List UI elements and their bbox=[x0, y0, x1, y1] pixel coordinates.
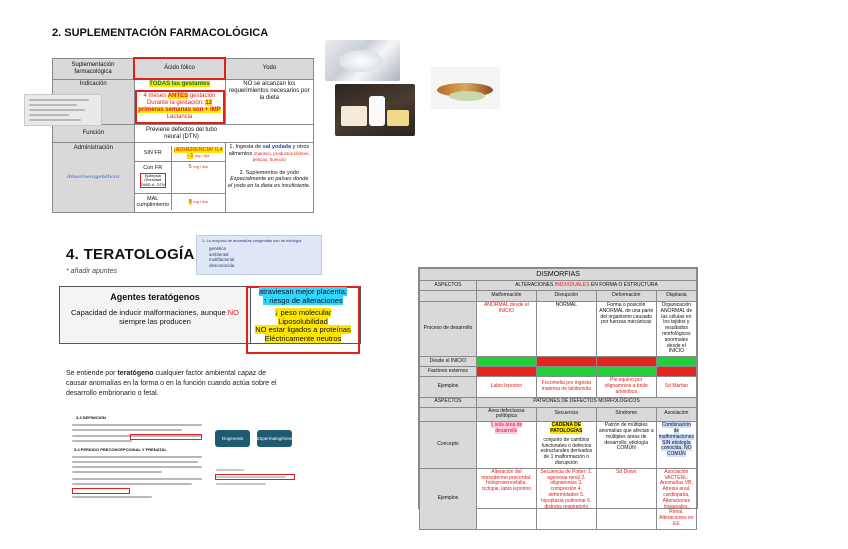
dairy-photo bbox=[335, 84, 415, 136]
col-asociacion: Asociación bbox=[656, 407, 696, 422]
agents-description: Capacidad de inducir malformaciones, aunque NO siempre las producen bbox=[70, 308, 239, 326]
cell-folic-admin bbox=[134, 143, 225, 213]
salt-photo bbox=[325, 40, 400, 81]
alteraciones-header: ALTERACIONES INDIVIDUALES EN FORMA O ESTRUCTURA bbox=[476, 281, 696, 291]
confr-label: Con FR Epilepsia Obesidad DMID A. DTN bbox=[135, 162, 172, 194]
col-secuencia: Secuencia bbox=[536, 407, 596, 422]
col-disrupcion: Disrupción bbox=[536, 291, 596, 302]
teratogen-definition: Se entiende por teratógeno cualquier factor ambiental capaz de causar anomalías en la forma o en la función cuando actúa sobre el desarrollo embrionario o fetal. bbox=[66, 370, 277, 397]
factores-displasia bbox=[656, 367, 696, 377]
section-4-title: 4. TERATOLOGÍA bbox=[66, 246, 195, 263]
aspectos-header-2: ASPECTOS bbox=[420, 397, 477, 407]
confr-risk-list: Epilepsia Obesidad DMID A. DTN bbox=[140, 172, 165, 187]
note-highlight-box bbox=[215, 474, 295, 480]
col-displasia: Displasia bbox=[656, 291, 696, 302]
row-proceso: Proceso de desarrollo bbox=[420, 302, 477, 357]
placenta-properties-box: atraviesan mejor placenta: ↑ riesgo de alteraciones ↓ peso molecular Liposolubilidad NO estar ligados a proteínas Eléctricamente neutros bbox=[246, 286, 360, 354]
col-sindrome: Síndrome bbox=[596, 407, 656, 422]
fish-photo bbox=[431, 67, 500, 109]
ejemplo-deformacion: Pie equino por oligoamnios a bride amniótica bbox=[596, 377, 656, 397]
cell-folic-indicacion bbox=[134, 79, 225, 125]
row-label-indicacion: Indicación bbox=[53, 79, 135, 125]
row-factores: Factores externos bbox=[420, 367, 477, 377]
col-header-supplementation: Suplementación farmacológica bbox=[53, 58, 135, 79]
proceso-deformacion: Forma o posición ANORMAL de una parte del organismo causado por fuerzas mecánicas bbox=[596, 302, 656, 357]
agents-title: Agentes teratógenos bbox=[110, 292, 200, 302]
spermatogenesis-button[interactable]: Espermatogénesis bbox=[257, 430, 292, 447]
col-header-iodine: Yodo bbox=[225, 58, 314, 79]
mal-dose: 5 mg / día bbox=[188, 198, 208, 205]
ejemplo-disrupcion: Focomelia por ingesta materna de talidomida bbox=[536, 377, 596, 397]
inicio-disrupcion bbox=[536, 357, 596, 367]
ejemplo-sindrome: Sd Down bbox=[596, 468, 656, 529]
folic-timing-box: 4 meses ANTES gestación Durante la gestación: 12 primeras semanas son + IMP Lactancia bbox=[135, 90, 225, 124]
row-label-funcion: Función bbox=[53, 125, 135, 143]
inicio-displasia bbox=[656, 357, 696, 367]
handwritten-note: Ameeroecogenéticos bbox=[66, 174, 120, 180]
factores-deformacion bbox=[596, 367, 656, 377]
row-ejemplos-2: Ejemplos bbox=[420, 468, 477, 529]
patrones-header: PATRONES DE DEFECTOS MORFOLÓGICOS bbox=[476, 397, 696, 407]
row-label-admin: Administración Ameeroecogenéticos bbox=[53, 143, 135, 213]
concepto-secuencia: CADENA DE PATOLOGÍAS conjunto de cambios funcionales o defectos estructurales derivados de 1 malformación o disrupción bbox=[536, 422, 596, 469]
supplementation-table bbox=[52, 57, 314, 208]
inicio-deformacion bbox=[596, 357, 656, 367]
cell-iodine-admin: 1. Ingesta de sal yodada y otros alimentos (marisco, productos lácteos, pescao, huevos) 2. Suplementos de yodo Especialmente en países donde el yodo en la dieta es insuficiente. bbox=[225, 143, 314, 213]
ejemplo-area: Alteración del mesodermo precordal: holoprosencefalia, ciclopia, labio leporino bbox=[476, 468, 536, 529]
row-desde-inicio: Desde el INICIO bbox=[420, 357, 477, 367]
inicio-malformacion bbox=[476, 357, 536, 367]
ejemplo-secuencia: Secuencia de Potter: 1. agenesia renal 2. oligoamnios 3. compresión 4. deformidades 5. hipoplasia pulmonar 6. distress respiratorio bbox=[536, 468, 596, 529]
dismorfias-table bbox=[418, 267, 698, 527]
cell-folic-funcion: Previene defectos del tubo neural (DTN) bbox=[134, 125, 314, 143]
all-pregnant-highlight: TODAS las gestantes bbox=[149, 81, 210, 87]
dismorfias-title: DISMORFIAS bbox=[420, 269, 697, 281]
ejemplo-asociacion: Asociación VACTERL: Anomalías VB, Atresia anal, cardiopatía, Alteraciones traqueales, Renal, Alteraciones en EE bbox=[656, 468, 696, 529]
sinfr-dose: ¡ADHERENCIA! 0,4 - 1 mg / día bbox=[171, 146, 224, 162]
section-4-subtitle: * añadir apuntes bbox=[66, 268, 117, 275]
proceso-disrupcion: NORMAL bbox=[536, 302, 596, 357]
concepto-area: 1 sola área de desarrollo bbox=[476, 422, 536, 469]
mal-label: MAL cumplimiento bbox=[135, 194, 172, 210]
concepto-sindrome: Patrón de múltiples anomalías que afectan a múltiples áreas de desarrollo, etiología COMÚN bbox=[596, 422, 656, 469]
proceso-displasia: Organización ANORMAL de las células en los tejidos y resultados morfológicos anormales desde el INICIO bbox=[656, 302, 696, 357]
congenital-causes-snippet: 1. La mayoría de anomalías congénitas son de etiología genética ambiental multifactorial desconocida bbox=[196, 235, 322, 275]
factores-disrupcion bbox=[536, 367, 596, 377]
col-malformacion: Malformación bbox=[476, 291, 536, 302]
row-ejemplos: Ejemplos bbox=[420, 377, 477, 397]
section-2-title: 2. SUPLEMENTACIÓN FARMACOLÓGICA bbox=[52, 27, 269, 39]
notes-document-snippet: 3.3 DEFINICIÓN 3.4 PERIODO PRECONCEPCIONAL Y PRENATAL bbox=[66, 410, 211, 502]
col-deformacion: Deformación bbox=[596, 291, 656, 302]
proceso-malformacion: ANORMAL desde el INICIO bbox=[476, 302, 536, 357]
sinfr-label: SIN FR bbox=[135, 146, 172, 162]
col-area-politopica: Área defectuosa politópica bbox=[476, 407, 536, 422]
confr-dose: 5 mg / día bbox=[171, 162, 224, 194]
factores-malformacion bbox=[476, 367, 536, 377]
concepto-asociacion: Combinación de malformaciones SIN etiología conocida, NO COMÚN bbox=[656, 422, 696, 469]
row-concepto: Concepto bbox=[420, 422, 477, 469]
oogenesis-button[interactable]: Oogenesis bbox=[215, 430, 250, 447]
ejemplo-displasia: Sd Marfan bbox=[656, 377, 696, 397]
cell-iodine-indicacion: NO se alcanzan los requerimientos necesarios por la dieta bbox=[225, 79, 314, 125]
pasted-note-thumbnail bbox=[24, 94, 102, 126]
col-header-folic: Ácido fólico bbox=[134, 58, 225, 79]
ejemplo-malformacion: Labio leporino bbox=[476, 377, 536, 397]
aspectos-header: ASPECTOS bbox=[420, 281, 477, 291]
